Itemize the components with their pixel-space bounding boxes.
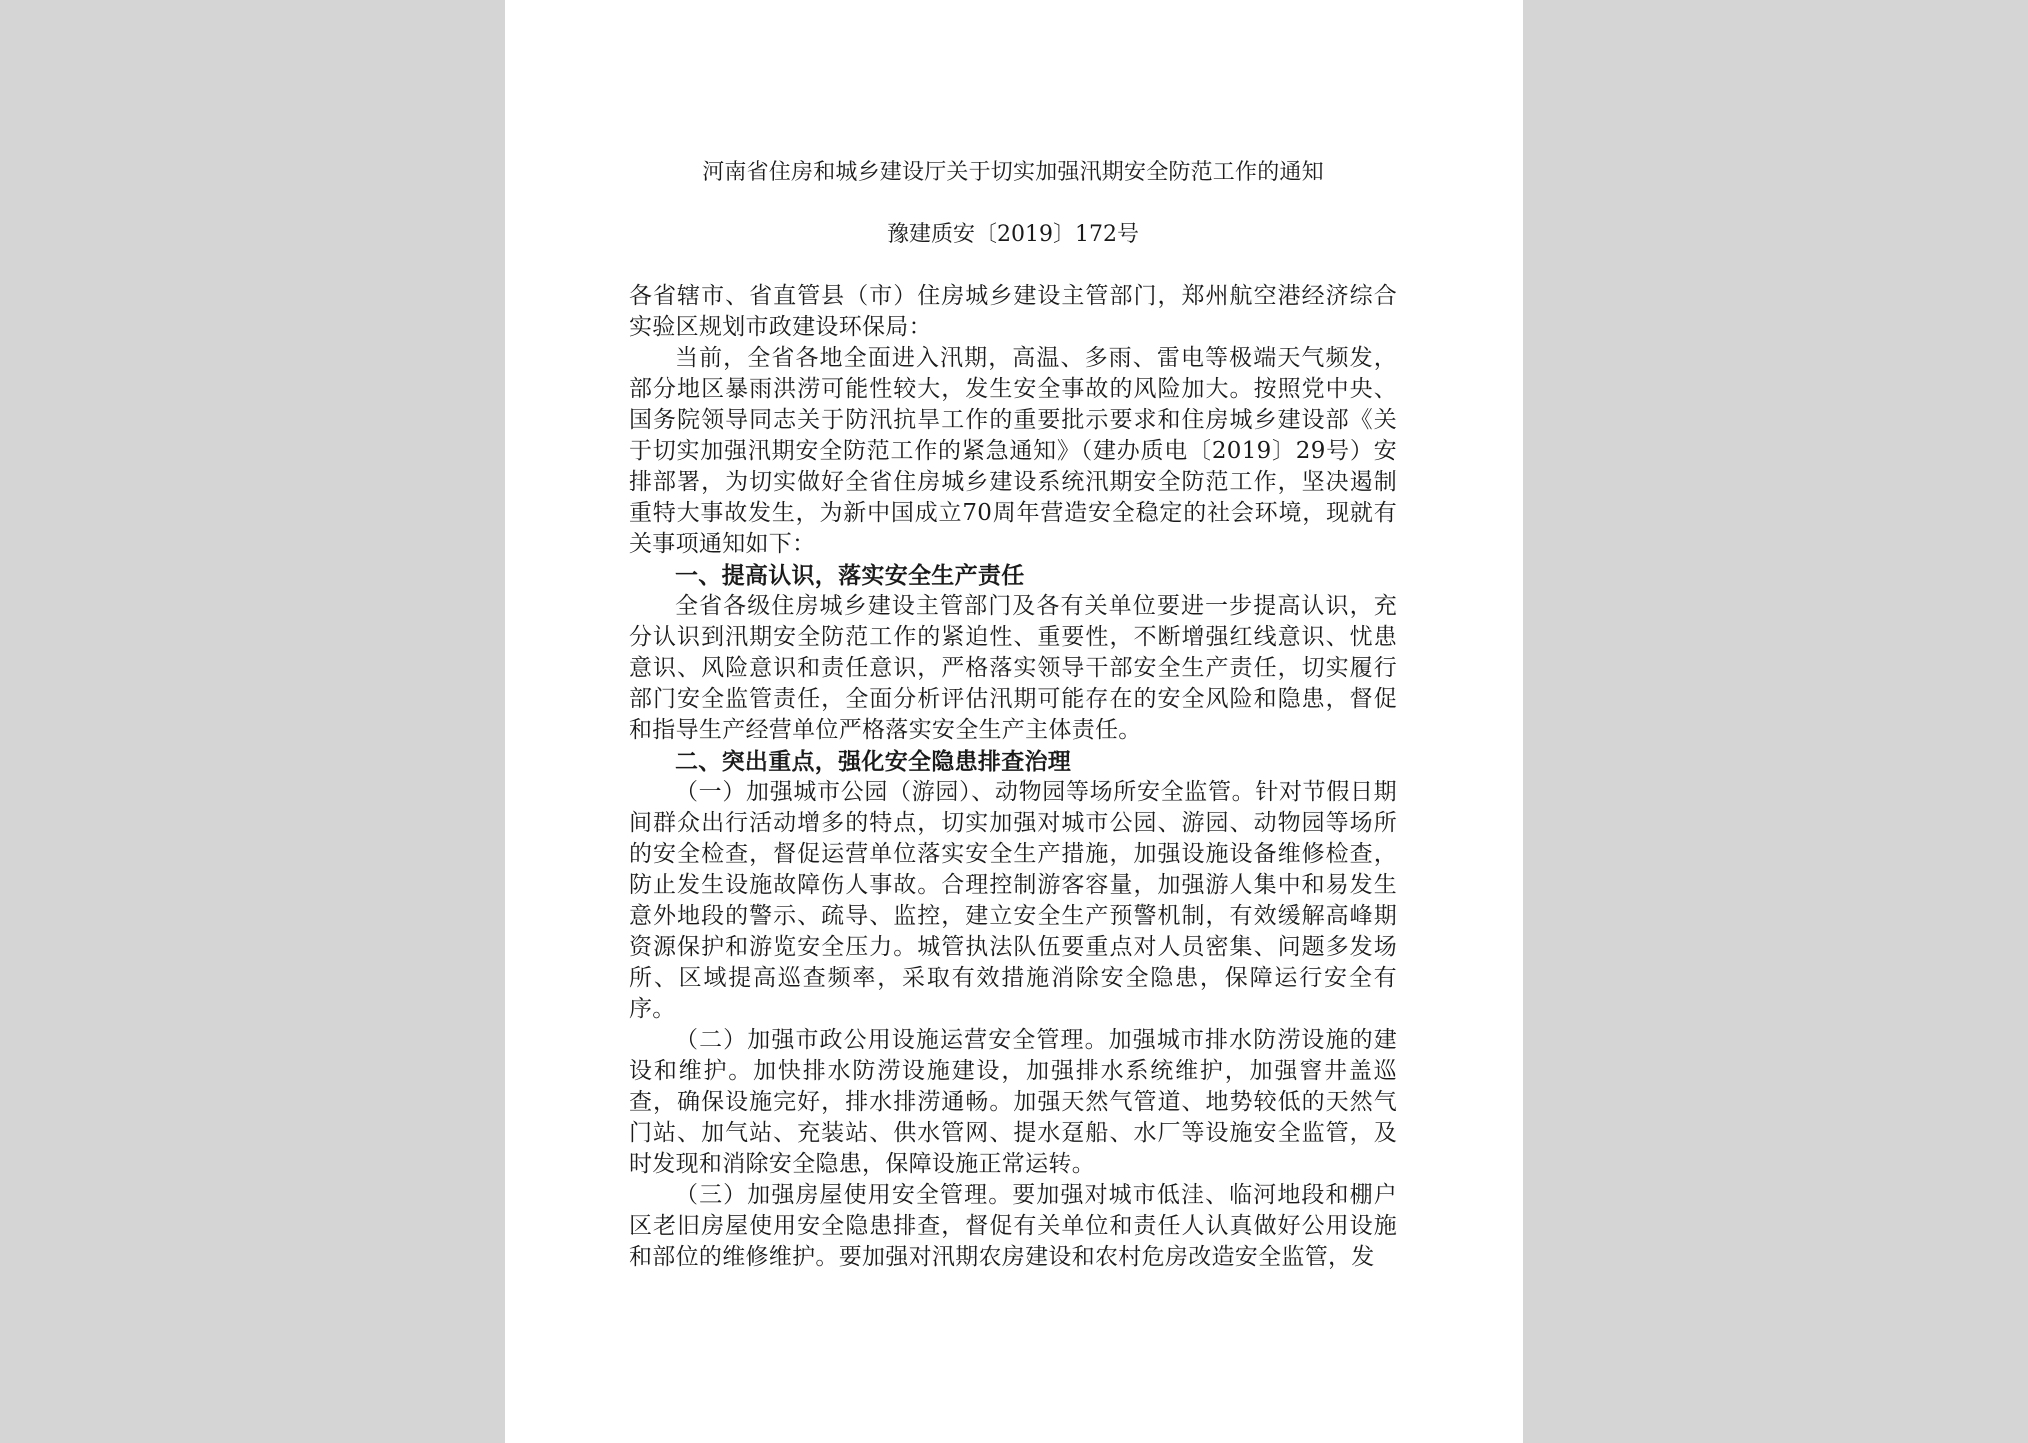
intro-paragraph: 当前，全省各地全面进入汛期，高温、多雨、雷电等极端天气频发，部分地区暴雨洪涝可能性较大，发生安全事故的风险加大。按照党中央、国务院领导同志关于防汛抗旱工作的重要批示要求和住房城乡建设部《关于切实加强汛期安全防范工作的紧急通知》（建办质电〔2019〕29号）安排部署，为切实做好全省住房城乡建设系统汛期安全防范工作，坚决遏制重特大事故发生，为新中国成立70周年营造安全稳定的社会环境，现就有关事项通知如下： xyxy=(629,345,1397,557)
addressee-paragraph: 各省辖市、省直管县（市）住房城乡建设主管部门，郑州航空港经济综合实验区规划市政建设环保局： xyxy=(629,283,1397,340)
document-body xyxy=(629,281,1397,1273)
section-1-heading: 一、提高认识，落实安全生产责任 xyxy=(675,562,1025,589)
section-1-paragraph: 全省各级住房城乡建设主管部门及各有关单位要进一步提高认识，充分认识到汛期安全防范工作的紧迫性、重要性，不断增强红线意识、忧患意识、风险意识和责任意识，严格落实领导干部安全生产责任，切实履行部门安全监管责任，全面分析评估汛期可能存在的安全风险和隐患，督促和指导生产经营单位严格落实安全生产主体责任。 xyxy=(629,593,1397,743)
section-2-heading: 二、突出重点，强化安全隐患排查治理 xyxy=(675,748,1072,775)
document-title: 河南省住房和城乡建设厅关于切实加强汛期安全防范工作的通知 xyxy=(702,160,1324,185)
section-2-item-1: （一）加强城市公园（游园）、动物园等场所安全监管。针对节假日期间群众出行活动增多的特点，切实加强对城市公园、游园、动物园等场所的安全检查，督促运营单位落实安全生产措施，加强设施设备维修检查，防止发生设施故障伤人事故。合理控制游客容量，加强游人集中和易发生意外地段的警示、疏导、监控，建立安全生产预警机制，有效缓解高峰期资源保护和游览安全压力。城管执法队伍要重点对人员密集、问题多发场所、区域提高巡查频率，采取有效措施消除安全隐患，保障运行安全有序。 xyxy=(629,779,1397,1022)
document-page xyxy=(505,0,1523,1443)
section-2-item-2: （二）加强市政公用设施运营安全管理。加强城市排水防涝设施的建设和维护。加快排水防涝设施建设，加强排水系统维护，加强窨井盖巡查，确保设施完好，排水排涝通畅。加强天然气管道、地势较低的天然气门站、加气站、充装站、供水管网、提水趸船、水厂等设施安全监管，及时发现和消除安全隐患，保障设施正常运转。 xyxy=(629,1027,1397,1177)
document-number: 豫建质安〔2019〕172号 xyxy=(887,222,1139,247)
section-2-item-3: （三）加强房屋使用安全管理。要加强对城市低洼、临河地段和棚户区老旧房屋使用安全隐患排查，督促有关单位和责任人认真做好公用设施和部位的维修维护。要加强对汛期农房建设和农村危房改造安全监管，发 xyxy=(629,1182,1397,1270)
